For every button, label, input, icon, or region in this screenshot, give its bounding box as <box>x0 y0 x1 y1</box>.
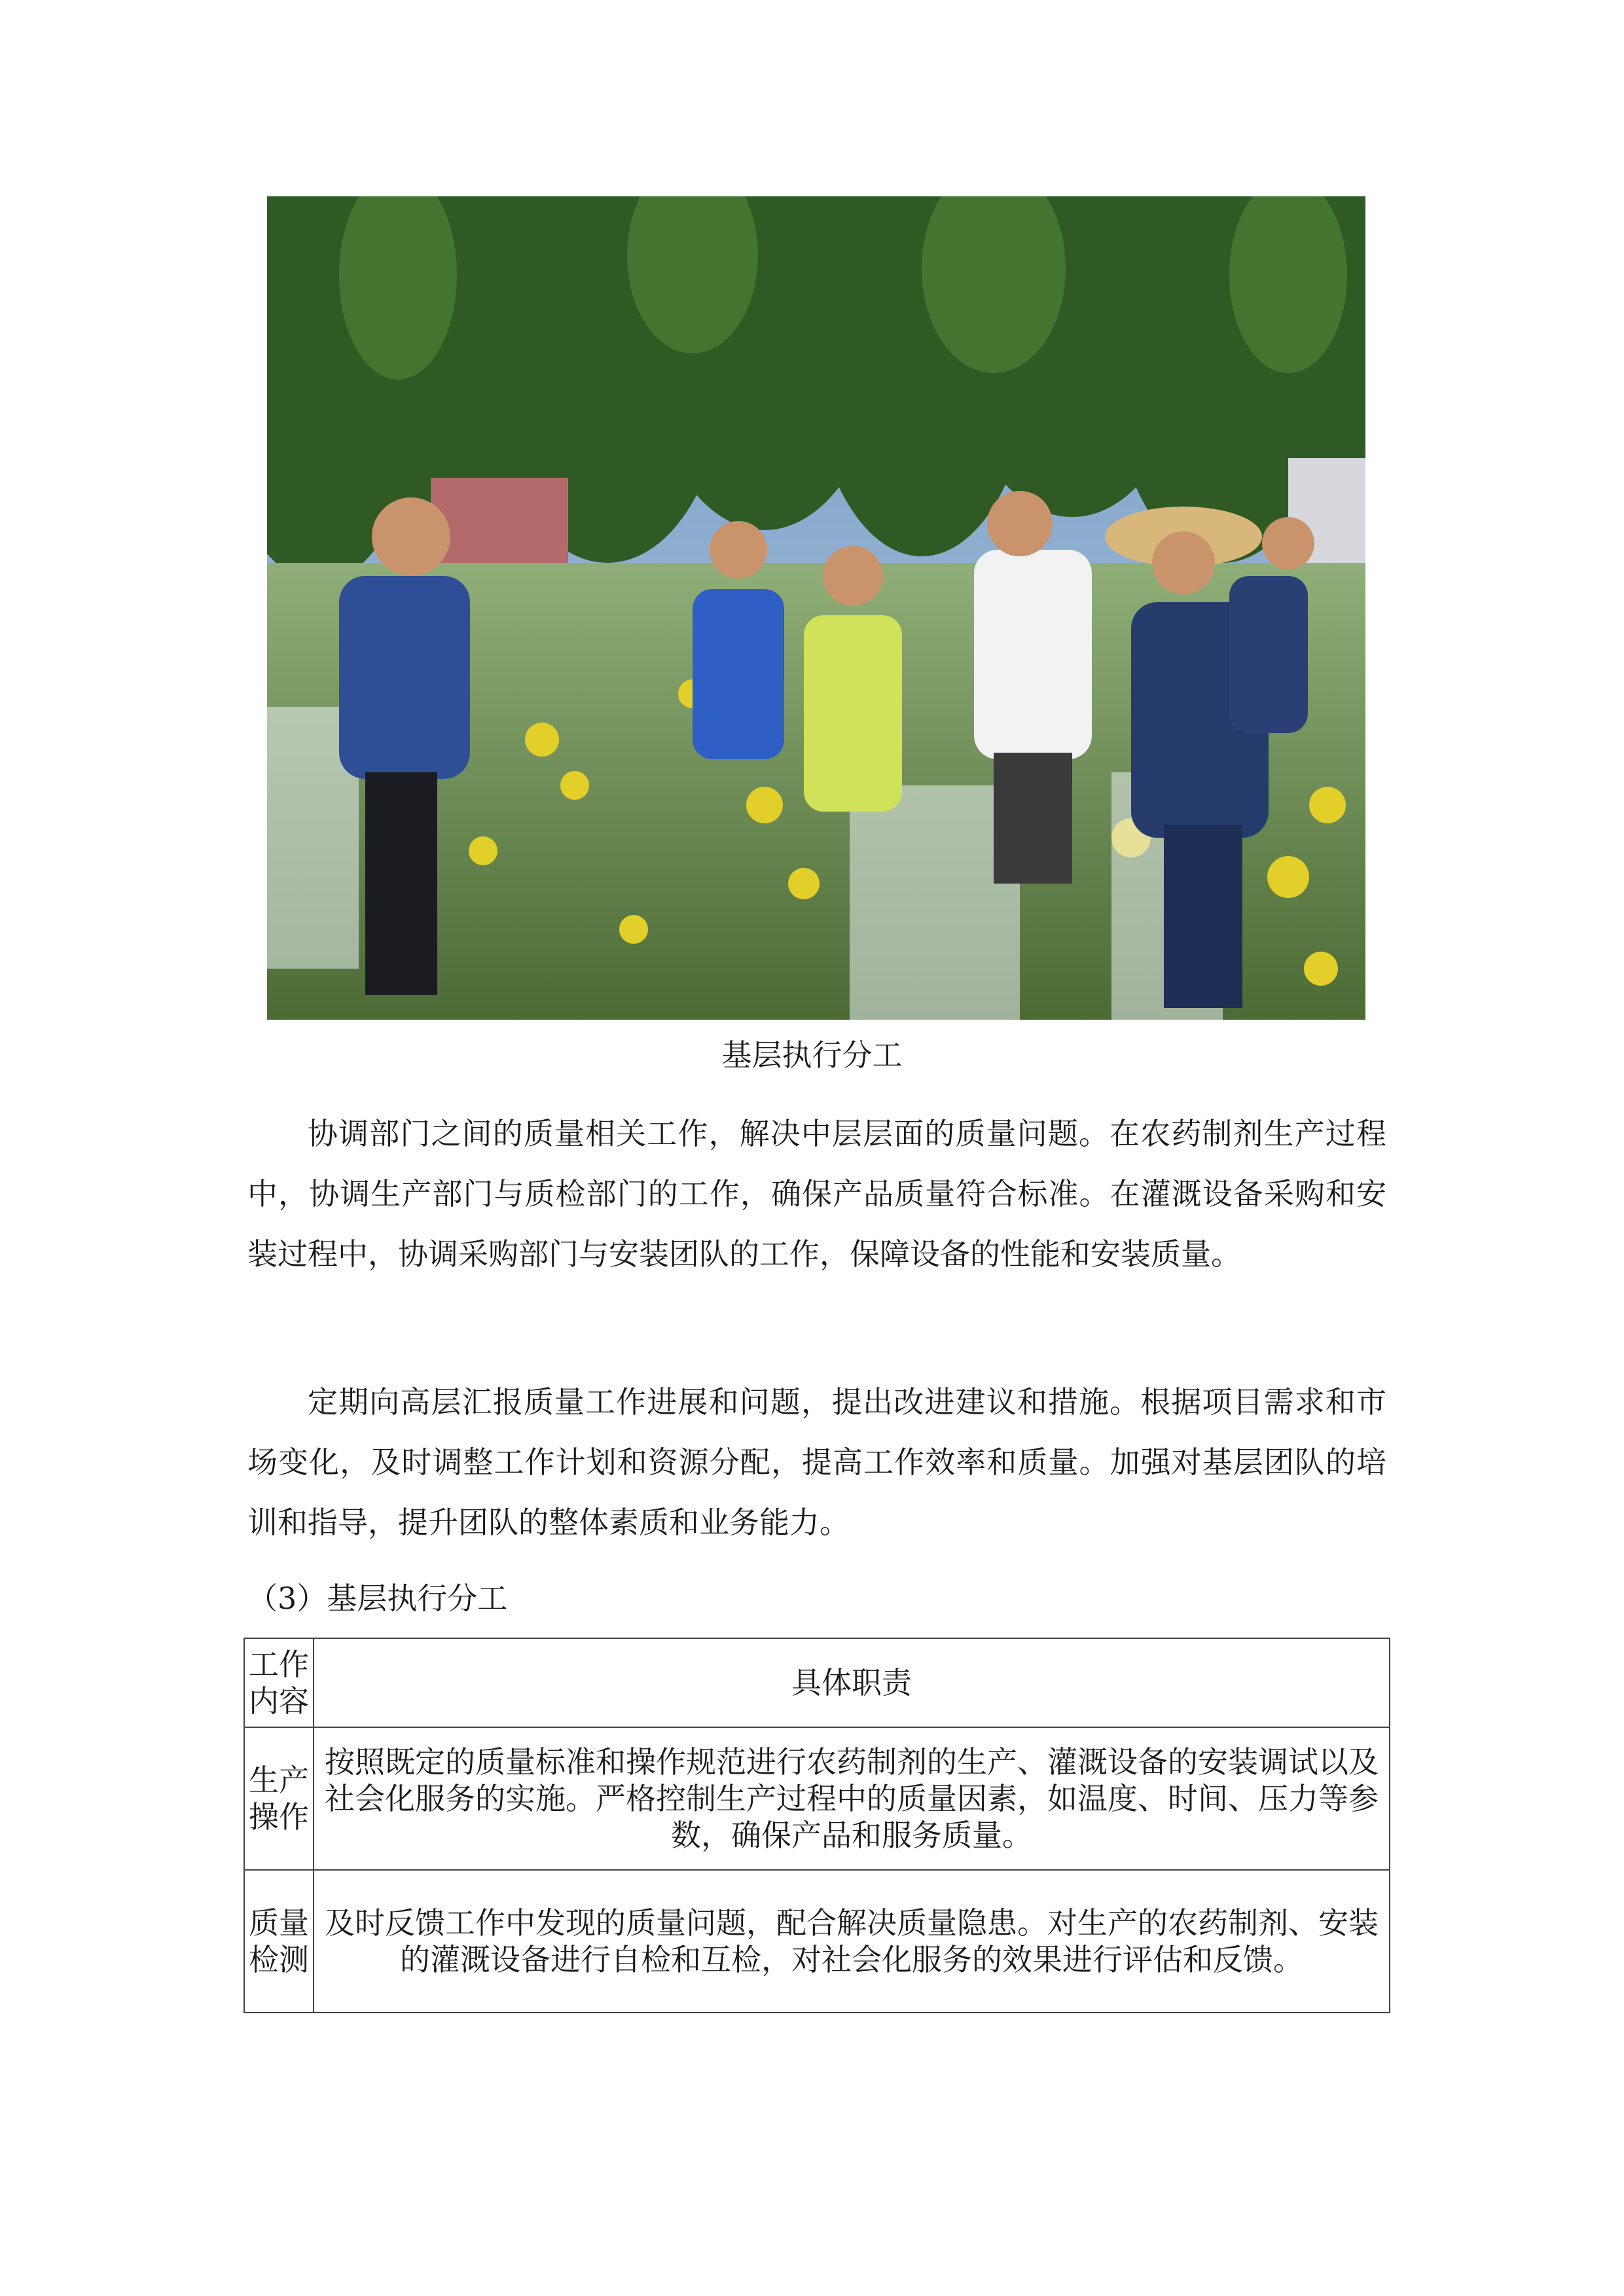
header-responsibilities: 具体职责 <box>314 1638 1390 1727</box>
duties-table <box>244 1638 1390 2013</box>
row-label: 质量检测 <box>244 1870 314 2013</box>
table-row <box>244 1727 1390 1870</box>
row-label: 生产操作 <box>244 1727 314 1870</box>
table-header-row <box>244 1638 1390 1727</box>
field-inspection-photo <box>267 196 1365 1020</box>
row-detail: 及时反馈工作中发现的质量问题，配合解决质量隐患。对生产的农药制剂、安装的灌溉设备进行自检和互检，对社会化服务的效果进行评估和反馈。 <box>314 1870 1390 2013</box>
table-row <box>244 1870 1390 2013</box>
section-heading: （3）基层执行分工 <box>247 1581 508 1616</box>
paragraph-1: 协调部门之间的质量相关工作，解决中层层面的质量问题。在农药制剂生产过程中，协调生产部门与质检部门的工作，确保产品质量符合标准。在灌溉设备采购和安装过程中，协调采购部门与安装团队的工作，保障设备的性能和安装质量。 <box>247 1116 1386 1272</box>
figure-caption: 基层执行分工 <box>721 1037 903 1073</box>
paragraph-2: 定期向高层汇报质量工作进展和问题，提出改进建议和措施。根据项目需求和市场变化，及时调整工作计划和资源分配，提高工作效率和质量。加强对基层团队的培训和指导，提升团队的整体素质和业务能力。 <box>247 1384 1386 1540</box>
row-detail: 按照既定的质量标准和操作规范进行农药制剂的生产、灌溉设备的安装调试以及社会化服务的实施。严格控制生产过程中的质量因素，如温度、时间、压力等参数，确保产品和服务质量。 <box>314 1727 1390 1870</box>
header-work-content: 工作内容 <box>244 1638 314 1727</box>
